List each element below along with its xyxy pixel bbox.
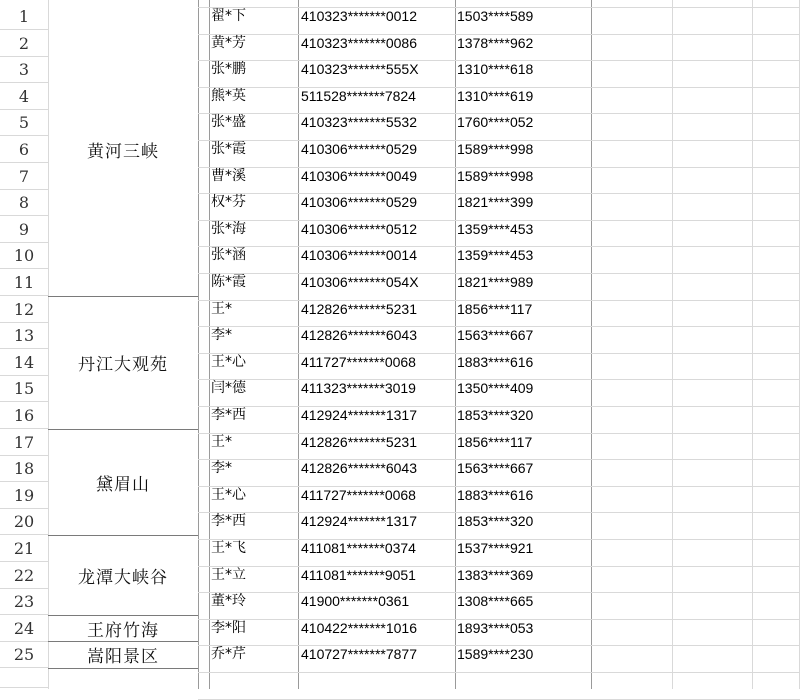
row-number-header[interactable]: 18 [0,455,48,482]
id-number-cell[interactable]: 410306*******0529 [301,194,417,210]
column-divider [752,0,753,689]
name-cell[interactable]: 乔*芹 [211,646,246,662]
area-merged-cell[interactable]: 黄河三峡 [87,142,159,162]
area-merged-cell[interactable]: 嵩阳景区 [87,647,159,667]
phone-cell[interactable]: 1503****589 [457,8,534,24]
row-number-header[interactable]: 20 [0,508,48,535]
name-cell[interactable]: 李*西 [211,513,246,529]
phone-cell[interactable]: 1563****667 [457,327,534,343]
name-cell[interactable]: 董*玲 [211,593,246,609]
phone-cell[interactable]: 1893****053 [457,620,534,636]
phone-cell[interactable]: 1856****117 [457,301,533,317]
id-number-cell[interactable]: 410323*******555X [301,61,419,77]
id-number-cell[interactable]: 412924*******1317 [301,513,417,529]
area-merged-cell[interactable]: 王府竹海 [87,621,159,641]
row-number-header[interactable]: 25 [0,641,48,668]
name-cell[interactable]: 曹*溪 [211,168,246,184]
name-cell[interactable]: 权*芬 [211,194,246,210]
column-divider [672,0,673,689]
name-cell[interactable]: 王* [211,301,232,317]
name-cell[interactable]: 王*心 [211,487,246,503]
row-number-header[interactable]: 11 [0,269,48,296]
row-number-header[interactable]: 22 [0,562,48,589]
id-number-cell[interactable]: 410306*******0529 [301,141,417,157]
id-number-cell[interactable]: 410306*******0014 [301,247,417,263]
id-number-cell[interactable]: 411081*******9051 [301,567,416,583]
name-cell[interactable]: 翟*下 [211,8,246,24]
name-cell[interactable]: 张*涵 [211,247,246,263]
phone-cell[interactable]: 1359****453 [457,221,534,237]
id-number-cell[interactable]: 410727*******7877 [301,646,417,662]
id-number-cell[interactable]: 410306*******0049 [301,168,417,184]
id-number-cell[interactable]: 411323*******3019 [301,380,416,396]
id-number-cell[interactable]: 410306*******054X [301,274,419,290]
phone-cell[interactable]: 1853****320 [457,407,534,423]
row-number-header[interactable]: 19 [0,482,48,509]
id-number-cell[interactable]: 41900*******0361 [301,593,410,609]
name-cell[interactable]: 李*阳 [211,620,246,636]
name-cell[interactable]: 李* [211,327,232,343]
id-number-cell[interactable]: 511528*******7824 [301,88,416,104]
row-number-header[interactable]: 16 [0,402,48,429]
area-border [48,668,198,669]
phone-cell[interactable]: 1537****921 [457,540,534,556]
phone-cell[interactable]: 1589****230 [457,646,534,662]
row-number-header[interactable]: 23 [0,588,48,615]
name-cell[interactable]: 张*海 [211,221,246,237]
name-cell[interactable]: 张*盛 [211,114,246,130]
phone-cell[interactable]: 1589****998 [457,141,534,157]
phone-cell[interactable]: 1310****619 [457,88,534,104]
phone-cell[interactable]: 1760****052 [457,114,534,130]
column-divider [591,0,592,689]
phone-cell[interactable]: 1856****117 [457,434,533,450]
row-number-header[interactable] [0,668,48,688]
phone-cell[interactable]: 1563****667 [457,460,534,476]
id-number-cell[interactable]: 412826*******5231 [301,434,417,450]
name-cell[interactable]: 王*心 [211,354,246,370]
phone-cell[interactable]: 1383****369 [457,567,534,583]
row-number-header[interactable]: 17 [0,429,48,456]
phone-cell[interactable]: 1883****616 [457,354,534,370]
row-number-header[interactable]: 8 [0,189,48,216]
name-cell[interactable]: 闫*德 [211,380,246,396]
name-cell[interactable]: 王* [211,434,232,450]
phone-cell[interactable]: 1853****320 [457,513,534,529]
id-number-cell[interactable]: 410323*******0086 [301,35,417,51]
id-number-cell[interactable]: 412826*******5231 [301,301,417,317]
id-number-cell[interactable]: 412826*******6043 [301,327,417,343]
phone-cell[interactable]: 1359****453 [457,247,534,263]
row-divider [198,672,800,673]
name-cell[interactable]: 熊*英 [211,88,246,104]
row-number-header[interactable]: 12 [0,296,48,323]
id-number-cell[interactable]: 411081*******0374 [301,540,416,556]
phone-cell[interactable]: 1821****399 [457,194,534,210]
id-number-cell[interactable]: 411727*******0068 [301,487,416,503]
row-number-header[interactable]: 15 [0,375,48,402]
name-cell[interactable]: 陈*霞 [211,274,246,290]
column-divider [198,0,199,689]
name-cell[interactable]: 王*立 [211,567,246,583]
row-number-header[interactable]: 21 [0,535,48,562]
phone-cell[interactable]: 1378****962 [457,35,534,51]
row-number-header[interactable]: 13 [0,322,48,349]
phone-cell[interactable]: 1589****998 [457,168,534,184]
name-cell[interactable]: 张*鹏 [211,61,246,77]
row-number-header[interactable]: 14 [0,349,48,376]
row-number-header[interactable]: 3 [0,56,48,83]
area-merged-cell[interactable]: 龙潭大峡谷 [78,567,168,588]
phone-cell[interactable]: 1883****616 [457,487,534,503]
phone-cell[interactable]: 1350****409 [457,380,534,396]
row-number-header[interactable]: 7 [0,163,48,190]
name-cell[interactable]: 李*西 [211,407,246,423]
id-number-cell[interactable]: 410323*******5532 [301,114,417,130]
row-number-header[interactable]: 6 [0,136,48,163]
row-number-header[interactable]: 4 [0,83,48,110]
area-merged-cell[interactable]: 丹江大观苑 [78,355,168,375]
row-number-header[interactable]: 10 [0,242,48,269]
phone-cell[interactable]: 1310****618 [457,61,534,77]
id-number-cell[interactable]: 412924*******1317 [301,407,417,423]
row-number-header[interactable]: 1 [0,3,48,30]
row-number-header[interactable]: 5 [0,109,48,136]
id-number-cell[interactable]: 410422*******1016 [301,620,417,636]
row-number-header[interactable]: 9 [0,216,48,243]
name-cell[interactable]: 王*飞 [211,540,246,556]
phone-cell[interactable]: 1821****989 [457,274,534,290]
name-cell[interactable]: 黄*芳 [211,35,246,51]
row-number-header[interactable]: 2 [0,30,48,57]
row-number-header[interactable]: 24 [0,615,48,642]
name-cell[interactable]: 李* [211,460,232,476]
id-number-cell[interactable]: 411727*******0068 [301,354,416,370]
id-number-cell[interactable]: 412826*******6043 [301,460,417,476]
id-number-cell[interactable]: 410306*******0512 [301,221,417,237]
id-number-cell[interactable]: 410323*******0012 [301,8,417,24]
phone-cell[interactable]: 1308****665 [457,593,534,609]
area-merged-cell[interactable]: 黛眉山 [96,474,150,495]
name-cell[interactable]: 张*霞 [211,141,246,157]
